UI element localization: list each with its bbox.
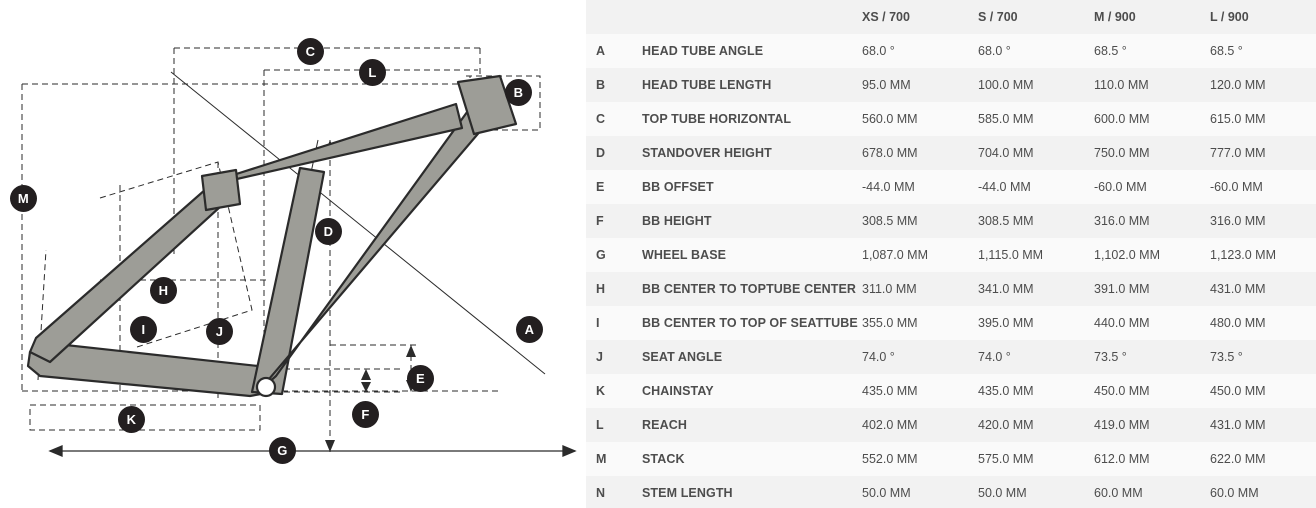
row-value-l: 73.5 °: [1200, 340, 1316, 374]
callout-h[interactable]: H: [150, 277, 177, 304]
table-row: [586, 374, 1316, 408]
frame-geometry-diagram: [0, 0, 586, 508]
row-value-l: 316.0 MM: [1200, 204, 1316, 238]
row-label: WHEEL BASE: [632, 238, 852, 272]
row-value-xs: 678.0 MM: [852, 136, 968, 170]
table-row: [586, 102, 1316, 136]
table-row: [586, 272, 1316, 306]
table-body: [586, 34, 1316, 508]
callout-e[interactable]: E: [407, 365, 434, 392]
row-label: HEAD TUBE ANGLE: [632, 34, 852, 68]
header-label: [632, 0, 852, 34]
row-value-xs: 355.0 MM: [852, 306, 968, 340]
callout-c[interactable]: C: [297, 38, 324, 65]
row-label: REACH: [632, 408, 852, 442]
row-value-s: 100.0 MM: [968, 68, 1084, 102]
row-key: I: [586, 306, 632, 340]
row-value-l: 622.0 MM: [1200, 442, 1316, 476]
row-key: B: [586, 68, 632, 102]
callout-i[interactable]: I: [130, 316, 157, 343]
row-value-s: 704.0 MM: [968, 136, 1084, 170]
row-value-s: 50.0 MM: [968, 476, 1084, 508]
row-value-s: 435.0 MM: [968, 374, 1084, 408]
row-value-l: 1,123.0 MM: [1200, 238, 1316, 272]
row-value-s: 308.5 MM: [968, 204, 1084, 238]
callout-a[interactable]: A: [516, 316, 543, 343]
row-value-m: 68.5 °: [1084, 34, 1200, 68]
row-value-l: 60.0 MM: [1200, 476, 1316, 508]
callout-d[interactable]: D: [315, 218, 342, 245]
row-value-m: 110.0 MM: [1084, 68, 1200, 102]
row-label: BB OFFSET: [632, 170, 852, 204]
row-value-s: -44.0 MM: [968, 170, 1084, 204]
row-label: BB CENTER TO TOPTUBE CENTER: [632, 272, 852, 306]
row-value-m: 450.0 MM: [1084, 374, 1200, 408]
row-key: E: [586, 170, 632, 204]
table-row: [586, 34, 1316, 68]
row-label: STEM LENGTH: [632, 476, 852, 508]
row-key: M: [586, 442, 632, 476]
row-value-m: -60.0 MM: [1084, 170, 1200, 204]
table-row: [586, 136, 1316, 170]
callout-f[interactable]: F: [352, 401, 379, 428]
row-key: N: [586, 476, 632, 508]
header-size-l: L / 900: [1200, 0, 1316, 34]
row-value-xs: 68.0 °: [852, 34, 968, 68]
header-size-s: S / 700: [968, 0, 1084, 34]
row-value-l: -60.0 MM: [1200, 170, 1316, 204]
table-row: [586, 408, 1316, 442]
row-key: G: [586, 238, 632, 272]
row-value-l: 120.0 MM: [1200, 68, 1316, 102]
table-row: [586, 170, 1316, 204]
row-label: BB HEIGHT: [632, 204, 852, 238]
header-key: [586, 0, 632, 34]
table-header: [586, 0, 1316, 34]
row-value-m: 60.0 MM: [1084, 476, 1200, 508]
table-row: [586, 68, 1316, 102]
row-label: STACK: [632, 442, 852, 476]
row-value-m: 440.0 MM: [1084, 306, 1200, 340]
row-key: A: [586, 34, 632, 68]
row-value-xs: 552.0 MM: [852, 442, 968, 476]
row-value-xs: 50.0 MM: [852, 476, 968, 508]
row-value-s: 420.0 MM: [968, 408, 1084, 442]
row-value-xs: 308.5 MM: [852, 204, 968, 238]
callout-m[interactable]: M: [10, 185, 37, 212]
row-key: L: [586, 408, 632, 442]
table-row: [586, 476, 1316, 508]
row-value-s: 395.0 MM: [968, 306, 1084, 340]
row-key: J: [586, 340, 632, 374]
row-value-s: 1,115.0 MM: [968, 238, 1084, 272]
wheelbase-arrow: [50, 446, 575, 456]
callout-b[interactable]: B: [505, 79, 532, 106]
row-value-l: 450.0 MM: [1200, 374, 1316, 408]
row-label: TOP TUBE HORIZONTAL: [632, 102, 852, 136]
row-value-l: 615.0 MM: [1200, 102, 1316, 136]
row-label: STANDOVER HEIGHT: [632, 136, 852, 170]
callout-l[interactable]: L: [359, 59, 386, 86]
row-key: K: [586, 374, 632, 408]
bb-height-arrow: [361, 369, 371, 392]
row-value-m: 612.0 MM: [1084, 442, 1200, 476]
row-key: H: [586, 272, 632, 306]
row-value-l: 68.5 °: [1200, 34, 1316, 68]
row-key: F: [586, 204, 632, 238]
row-key: D: [586, 136, 632, 170]
row-value-m: 316.0 MM: [1084, 204, 1200, 238]
row-value-s: 68.0 °: [968, 34, 1084, 68]
row-value-xs: 74.0 °: [852, 340, 968, 374]
row-label: BB CENTER TO TOP OF SEATTUBE: [632, 306, 852, 340]
table-row: [586, 340, 1316, 374]
table-row: [586, 442, 1316, 476]
table-row: [586, 204, 1316, 238]
row-value-xs: 1,087.0 MM: [852, 238, 968, 272]
row-value-xs: 402.0 MM: [852, 408, 968, 442]
row-value-l: 431.0 MM: [1200, 272, 1316, 306]
row-value-l: 480.0 MM: [1200, 306, 1316, 340]
row-value-m: 419.0 MM: [1084, 408, 1200, 442]
row-value-m: 1,102.0 MM: [1084, 238, 1200, 272]
header-size-xs: XS / 700: [852, 0, 968, 34]
row-value-s: 585.0 MM: [968, 102, 1084, 136]
row-value-m: 391.0 MM: [1084, 272, 1200, 306]
geometry-spec-table-wrap: [586, 0, 1316, 508]
row-value-m: 750.0 MM: [1084, 136, 1200, 170]
row-value-s: 341.0 MM: [968, 272, 1084, 306]
row-value-xs: 435.0 MM: [852, 374, 968, 408]
row-value-xs: 560.0 MM: [852, 102, 968, 136]
callout-j[interactable]: J: [206, 318, 233, 345]
callout-k[interactable]: K: [118, 406, 145, 433]
row-value-xs: -44.0 MM: [852, 170, 968, 204]
row-value-m: 73.5 °: [1084, 340, 1200, 374]
table-row: [586, 306, 1316, 340]
header-row: [586, 0, 1316, 34]
header-size-m: M / 900: [1084, 0, 1200, 34]
row-value-s: 74.0 °: [968, 340, 1084, 374]
row-label: HEAD TUBE LENGTH: [632, 68, 852, 102]
frame-drawing: [0, 0, 586, 508]
row-key: C: [586, 102, 632, 136]
row-value-l: 431.0 MM: [1200, 408, 1316, 442]
frame-shape: [28, 76, 516, 396]
row-value-m: 600.0 MM: [1084, 102, 1200, 136]
row-label: CHAINSTAY: [632, 374, 852, 408]
row-value-xs: 95.0 MM: [852, 68, 968, 102]
callout-g[interactable]: G: [269, 437, 296, 464]
row-value-xs: 311.0 MM: [852, 272, 968, 306]
row-value-l: 777.0 MM: [1200, 136, 1316, 170]
table-row: [586, 238, 1316, 272]
row-label: SEAT ANGLE: [632, 340, 852, 374]
geometry-spec-table: [586, 0, 1316, 508]
row-value-s: 575.0 MM: [968, 442, 1084, 476]
